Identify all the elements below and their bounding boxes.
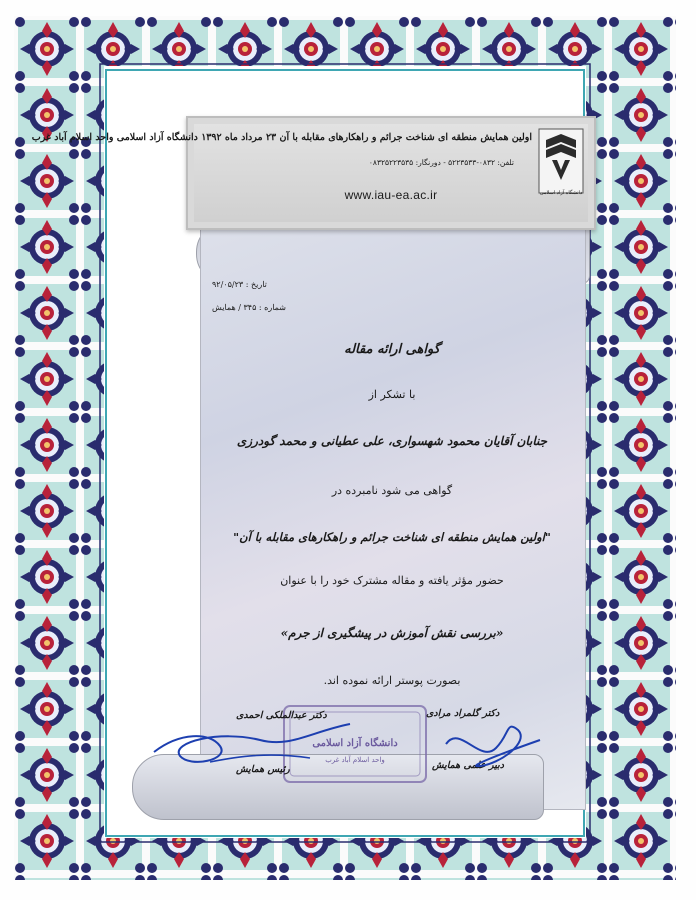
stamp-subtext: واحد اسلام آباد غرب [325,756,385,764]
university-logo [538,128,584,194]
stamp-text: دانشگاه آزاد اسلامی [312,738,398,749]
header-banner [31,116,596,230]
chair-role: رئیس همایش [236,764,290,775]
chair-signature [150,712,360,774]
secretary-signature [440,714,550,774]
event-header-title: اولین همایش منطقه ای شناخت جرائم و راهکارهای مقابله با آن ۲۳ مرداد ماه ۱۳۹۲ دانشگاه آزاد اسلامی واحد اسلام آباد غرب [31,132,532,143]
website-url: www.iau-ea.ac.ir [344,188,438,202]
date-line: تاریخ : ۹۲/۰۵/۲۳ [212,280,267,289]
secretary-name: دکتر گلمراد مرادی [426,708,500,719]
recipients-line: جنابان آقایان محمود شهسواری، علی عطیانی و محمد گودرزی [236,434,548,448]
contact-line: تلفن: ۰۸۳۲-۵۲۲۳۵۳۳ - دورنگار: ۰۸۳۲۵۲۲۳۵۳۵ [368,158,514,167]
presence-line: حضور مؤثر یافته و مقاله مشترک خود را با عنوان [280,574,504,587]
thanks-line: با تشکر از [368,388,416,401]
event-name-line: "اولین همایش منطقه ای شناخت جرائم و راهکارهای مقابله با آن" [233,530,551,544]
certificate-title: گواهی ارائه مقاله [344,342,440,357]
secretary-role: دبیر علمی همایش [432,760,504,771]
paper-title-line: «بررسی نقش آموزش در پیشگیری از جرم» [280,626,504,640]
chair-name: دکتر عبدالملکی احمدی [236,710,327,721]
logo-caption: دانشگاه آزاد اسلامی [539,190,583,196]
format-line: بصورت پوستر ارائه نموده اند. [323,674,461,687]
certify-line: گواهی می شود نامبرده در [331,484,453,497]
number-line: شماره : ۳۴۵ / همایش [212,303,286,312]
